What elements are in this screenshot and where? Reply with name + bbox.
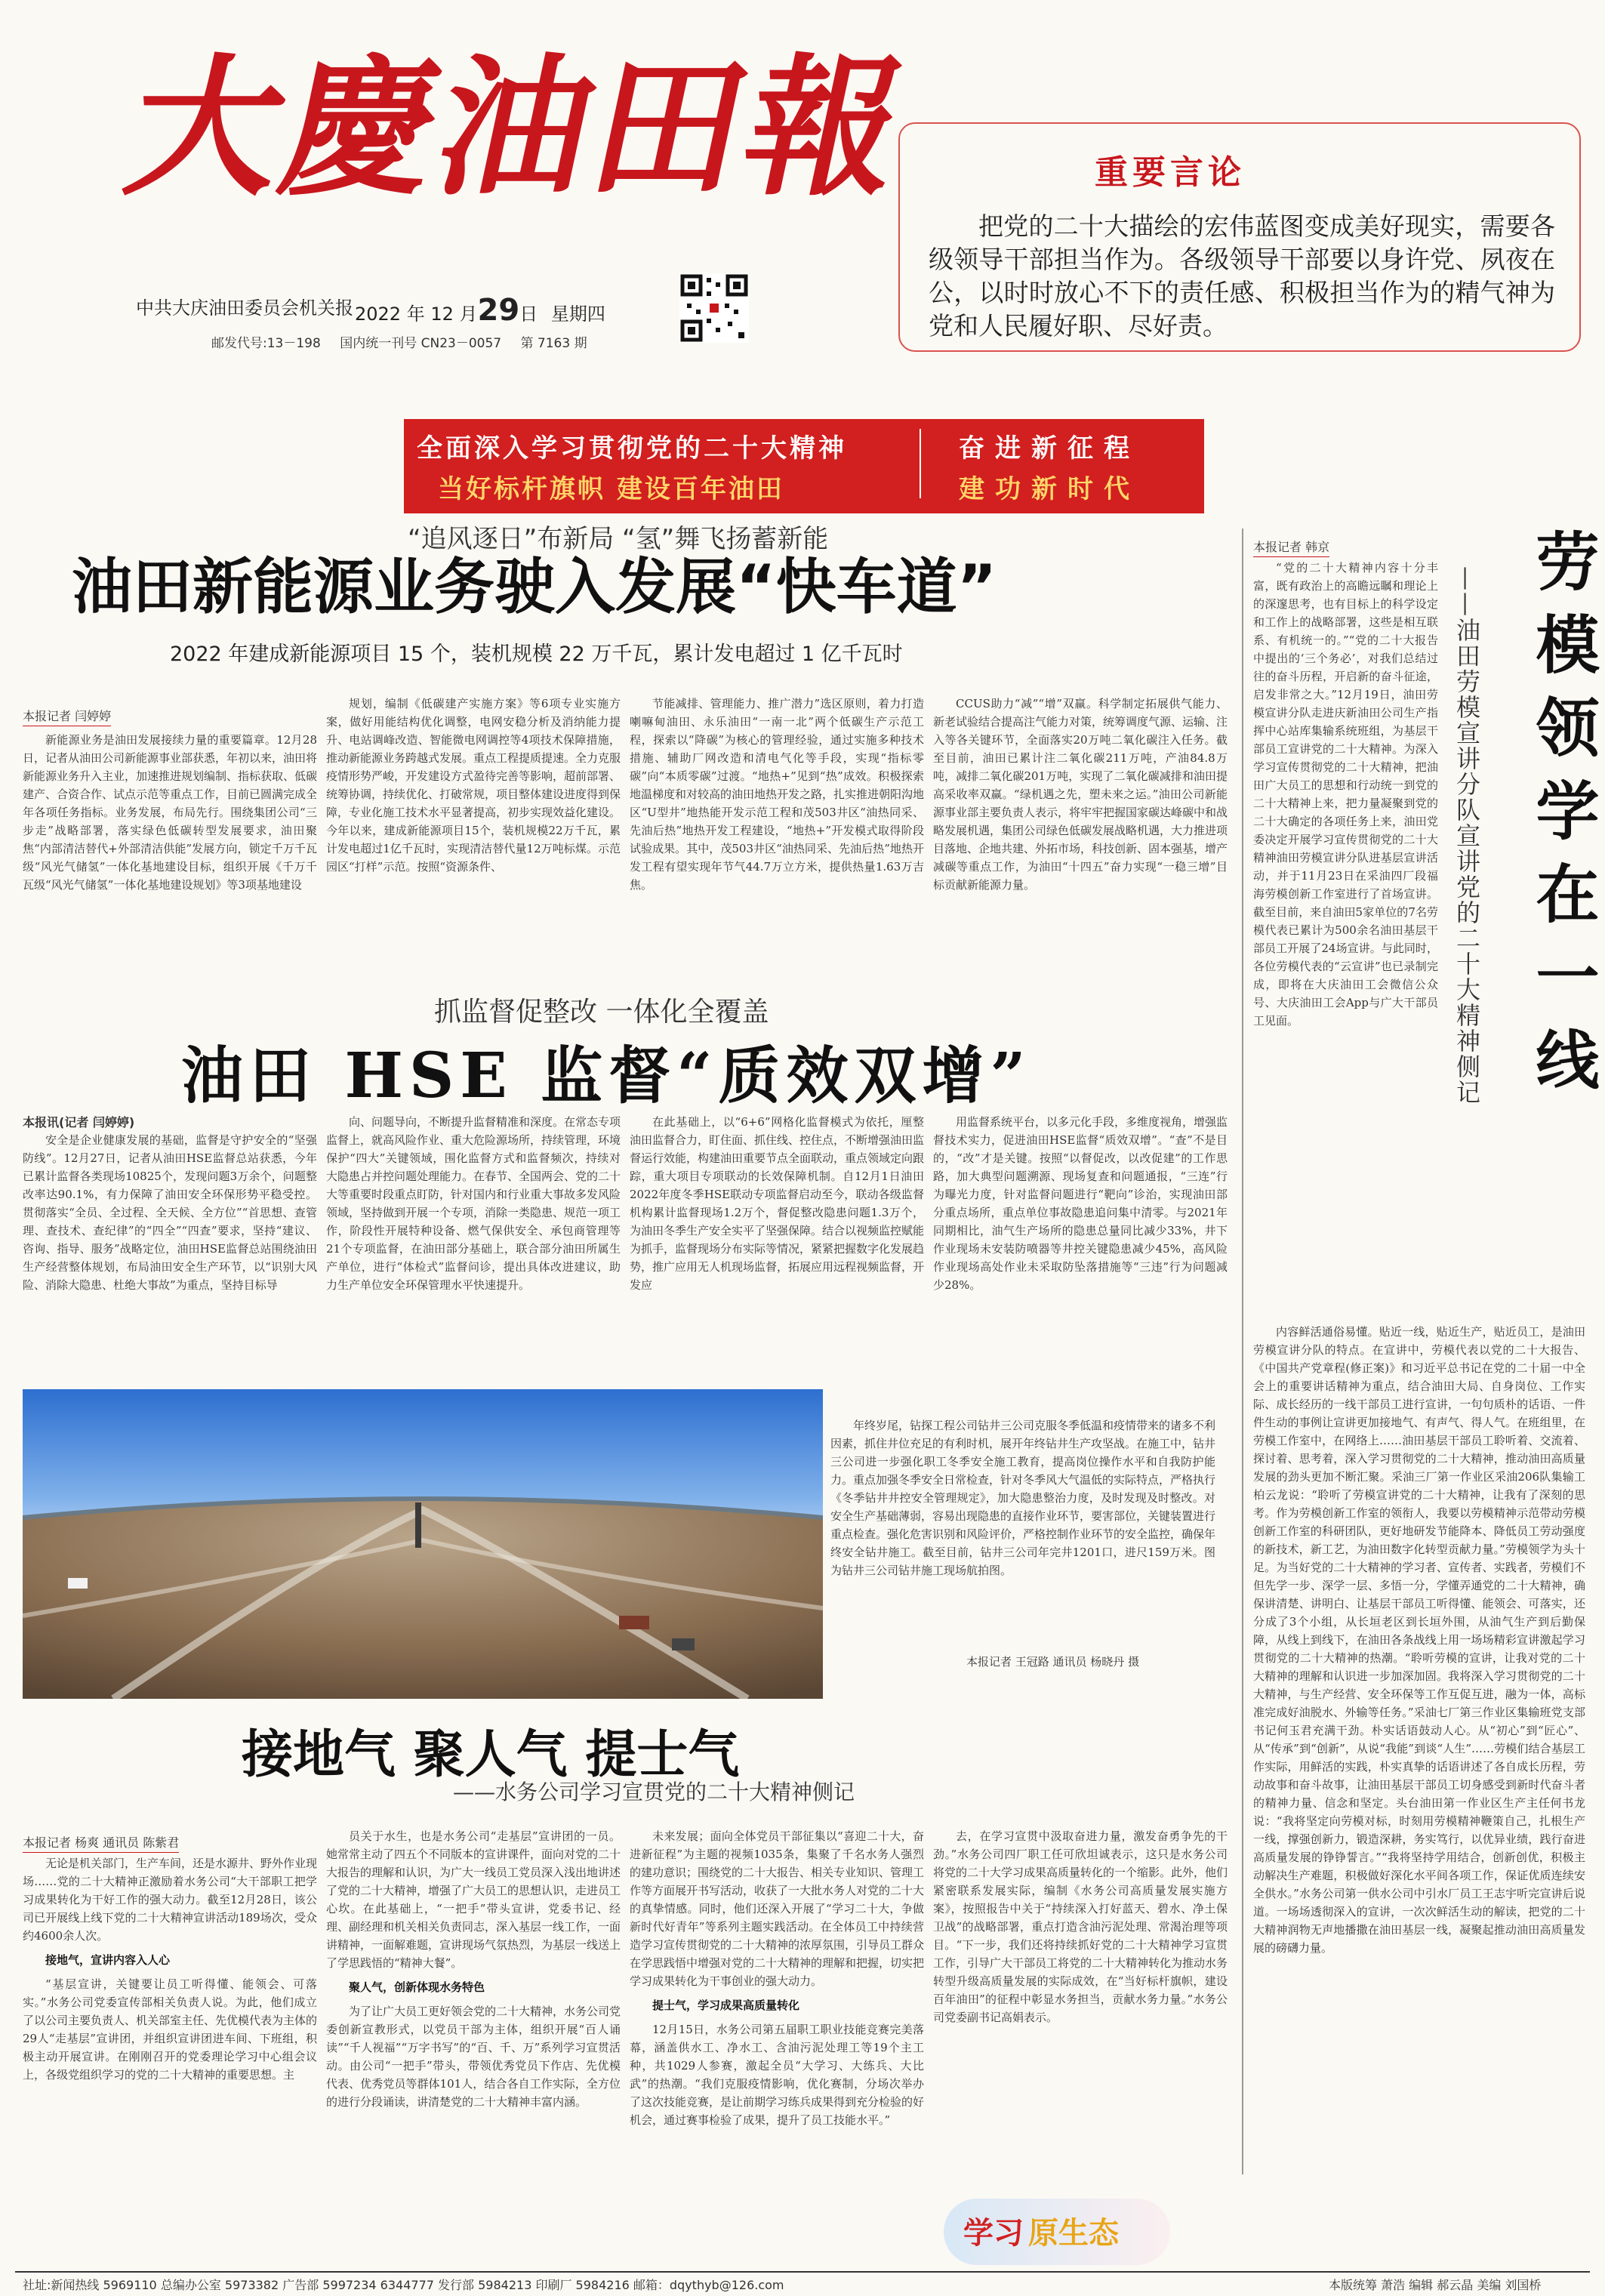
aerial-photo	[23, 1389, 823, 1699]
story3-col1	[23, 1854, 317, 2277]
banner-left-line1: 全面深入学习贯彻党的二十大精神	[417, 433, 847, 464]
story1-col1-text: 新能源业务是油田发展接续力量的重要篇章。12月28日，记者从油田公司新能源事业部获悉，年初以来，油田将新能源业务升入主业，加速推进规划编制、指标获取、低碳建产、合资合作、试点示范等重点工作，目前已圆满完成全年各项任务指标。业务发展，布局先行。围绕集团公司“三步走”战略部署，落实绿色低碳转型发展要求，油田聚焦“内部清洁替代+外部清洁供能”发展方向，锁定千万千瓦级“风光气储氢”一体化基地建设目标，组织开展《千万千瓦级“风光气储氢”一体化基地建设规划》等3项基地建设	[23, 733, 317, 892]
story3-col3	[630, 1827, 924, 2277]
banner-divider	[920, 429, 921, 498]
story2-col2	[326, 1113, 621, 1380]
masthead-date	[355, 293, 605, 328]
editorial-title: 重要言论	[1095, 153, 1246, 192]
story1-subhead: 2022 年建成新能源项目 15 个，装机规模 22 万千瓦，累计发电超过 1 亿千瓦时	[170, 643, 903, 666]
story2-col4	[933, 1113, 1228, 1380]
postal-code: 邮发代号:13－198	[211, 336, 321, 351]
photo-caption: 年终岁尾，钻探工程公司钻井三公司克服冬季低温和疫情带来的诸多不利因素，抓住井位充足的有利时机，展开年终钻井生产攻坚战。在施工中，钻井三公司进一步强化职工冬季安全施工教育，提高岗位操作水平和自我防护能力。重点加强冬季安全日常检查，针对冬季风大气温低的实际特点，严格执行《冬季钻井井控安全管理规定》，加大隐患整治力度，及时发现及时整改。对安全生产基础薄弱，容易出现隐患的直接作业环节，要害部位，关键装置进行重点检查。强化危害识别和风险评价，严格控制作业环节的安全监控，确保年终安全钻井施工。截至目前，钻井三公司年完井1201口，进尺159万米。图为钻井三公司钻井施工现场航拍图。	[830, 1419, 1215, 1577]
story1-kicker: “追风逐日”布新局 “氢”舞飞扬蓄新能	[408, 524, 829, 554]
sidebar-subtitle: ——油田劳模宣讲分队宣讲党的二十大精神侧记	[1453, 566, 1481, 1105]
story2-headline: 油田 HSE 监督“质效双增”	[181, 1040, 1032, 1112]
story2-kicker: 抓监督促整改 一体化全覆盖	[434, 997, 769, 1028]
sidebar-divider	[1242, 529, 1243, 2174]
story1-headline: 油田新能源业务驶入发展“快车道”	[72, 552, 997, 622]
story3-col3-text: 未来发展；面向全体党员干部征集以“喜迎二十大，奋进新征程”为主题的视频1035条，集聚了千名水务人强烈的建功意识；围绕党的二十大报告、相关专业知识、管理工作等方面展开书写活动，收获了一大批水务人对党的二十大的真挚情感。同时，他们还深入开展了“学习二十大，争做新时代好青年”等系列主题实践活动。在全体员工中持续营造学习宣传贯彻党的二十大精神的浓厚氛围，引导员工群众在学思践悟中增强对党的二十大精神的理解和把握，切实把学习成果转化为干事创业的强大动力。	[630, 1829, 924, 1988]
story3-col2-text: 员关于水生，也是水务公司“走基层”宣讲团的一员。她常常主动了四五个不同版本的宣讲课件，面向对党的二十大报告的理解和认识，为广大一线员工党员深入浅出地讲述了党的二十大精神，增强了广大员工的思想认识，走进员工心坎。在此基础上，“一把手”带头宣讲，党委书记、经理、副经理和机关相关负责同志，深入基层一线工作，一面讲精神，一面解难题，宣讲现场气氛热烈，为基层一线送上了学思践悟的“精神大餐”。	[326, 1829, 621, 1970]
story3-col4	[933, 1827, 1228, 2190]
study-logo	[944, 2199, 1170, 2265]
story2-byline: 本报讯(记者 闫婷婷)	[23, 1115, 135, 1130]
issue-number: 第 7163 期	[520, 336, 587, 351]
date-year-month: 2022 年 12 月	[355, 304, 478, 325]
sidebar-title: 劳模领学在一线	[1526, 529, 1600, 1110]
footer-contacts: 社址:新闻热线 5969110 总编办公室 5973382 广告部 5997234 6344777 发行部 5984213 印刷厂 5984216 邮箱：dqythyb@126.com	[23, 2278, 784, 2292]
story2-col1	[23, 1131, 317, 1380]
story3-headline: 接地气 聚人气 提士气	[242, 1724, 740, 1785]
masthead-logo: 大慶油田報	[113, 39, 922, 217]
story1-col2-text: 规划，编制《低碳建产实施方案》等6项专业实施方案，做好用能结构优化调整，电网安稳分析及消纳能力提升、电站调峰改造、智能微电网调控等4项技术保障措施，推动新能源业务跨越式发展。重点工程提质提速。全力克服疫情形势严峻，开发建设方式盈待完善等影响，超前部署、统筹协调，持续优化、打破常规，项目整体建设进度得到保障，专业化施工技术水平显著提高，初步实现效益化建设。今年以来，建成新能源项目15个，装机规模22万千瓦，累计发电超过1亿千瓦时，实现清洁替代量12万吨标煤。示范园区“打样”示范。按照“资源条件、	[326, 697, 621, 874]
footer-editors: 本版统筹 萧浩 编辑 郝云晶 美编 刘国桥	[1329, 2278, 1542, 2292]
story2-col3-text: 在此基础上，以“6+6”网格化监督模式为依托，厘整油田监督合力，盯住面、抓住线、控住点，不断增强油田监督运行效能，构建油田重要节点全面联动，重点领域定向跟踪，重大项目专项联动的长效保障机制。自12月1日油田2022年度冬季HSE联动专项监督启动至今，联动各级监督机构累计监督现场1.2万个，督促整改隐患问题1.3万个，为油田冬季生产安全实平了坚强保障。结合以视频监控赋能为抓手，监督现场分布实际等情况，紧紧把握数字化发展趋势，推广应用无人机现场监督，拓展应用远程视频监督，开发应	[630, 1115, 924, 1292]
story1-col3	[630, 695, 924, 995]
banner-right-line2: 建功新时代	[959, 474, 1140, 504]
sidebar-text-bottom-content: 内容鲜活通俗易懂。贴近一线，贴近生产，贴近员工，是油田劳模宣讲分队的特点。在宣讲中，劳模代表以党的二十大报告、《中国共产党章程(修正案)》和习近平总书记在党的二十届一中全会上的重要讲话精神为重点，结合油田大局、自身岗位、工作实际、成长经历的一线干部员工进行宣讲，一句句质朴的话语、一件件生动的事例让宣讲更加接地气、有声气、得人气。在班组里，在劳模工作室中，在网络上……油田基层干部员工聆听着、交流着、探讨着、思考着，深入学习贯彻党的二十大精神，推动油田高质量发展的劲头更加不断汇聚。采油三厂第一作业区采油206队集输工柏云龙说：“聆听了劳模宣讲党的二十大精神，让我有了深刻的思考。作为劳模创新工作室的领衔人，我要以劳模精神示范带动劳模创新工作室的科研团队，更好地研发节能降本、降低员工劳动强度的新技术，新工艺，为油田数字化转型贡献力量。”劳模领学为头十足。为当好党的二十大精神的学习者、宣传者、实践者，劳模们不但先学一步、深学一层、多悟一分，学懂弄通党的二十大精神，确保讲清楚、讲明白、让基层干部员工听得懂、能领会、可落实，还分成了3个小组，从长垣老区到长垣外围，从油气生产到后勤保障，从线上到线下，在油田各条战线上用一场场精彩宣讲激起学习贯彻党的二十大精神的热潮。“聆听劳模的宣讲，让我对党的二十大精神的理解和认识进一步加深加固。我将深入学习贯彻党的二十大精神，与生产经营、安全环保等工作互促互进，融为一体，高标准完成好油脱水、外输等任务。”采油七厂第三作业区集输班党支部书记何玉君充满干劲。朴实话语鼓动人心。从“初心”到“匠心”、从“传承”到“创新”，从说“我能”到谈“人生”……劳模们结合基层工作实际，用鲜活的实践，朴实真挚的话语讲述了各自成长历程，劳动故事和奋斗故事，让油田基层干部员工切身感受到新时代奋斗者的精神力量、信念和坚定。头台油田第一作业区生产主任何书龙说：“我将坚定向劳模对标，时刻用劳模精神鞭策自己，扎根生产一线，撑强创新力，锻造深耕，务实笃行，以优异业绩，践行奋进高质量发展的铮铮誓言。”“我将坚持学用结合，创新创优，积极主动解决生产难题，积极做好深化水平间各项工作，保证优质连续安全供水。”水务公司第一供水公司中引水厂员工王志宇听完宣讲后说道。一场场透彻深入的宣讲，一次次鲜活生动的解读，把党的二十大精神润物无声地播撒在油田基层一线，凝聚起推动油田高质量发展的磅礴力量。	[1253, 1325, 1585, 1955]
story3-col3-body: 12月15日，水务公司第五届职工职业技能竞赛完美落幕，涵盖供水工、净水工、含油污泥处理工等19个主工种，共1029人参赛，激起全员“大学习、大练兵、大比武”的热潮。“我们克服疫情影响，优化赛制，分场次举办了这次技能竞赛，是让前期学习练兵成果得到充分检验的好机会，通过赛事检验了成果，提升了员工技能水平。”	[630, 2023, 924, 2127]
footer-rule	[15, 2271, 1590, 2273]
story1-byline: 本报记者 闫婷婷	[23, 707, 111, 726]
qr-code-icon	[679, 273, 749, 343]
editorial-text: 把党的二十大描绘的宏伟蓝图变成美好现实，需要各级领导干部担当作为。各级领导干部要以身许党、夙夜在公，以时时放心不下的责任感、积极担当作为的精气神为党和人民履好职、尽好责。	[929, 211, 1555, 341]
study-logo-yellow: 原生态	[1028, 2216, 1119, 2251]
cn-number: 国内统一刊号 CN23－0057	[340, 336, 502, 351]
story3-col2-heading: 聚人气，创新体现水务特色	[349, 1980, 485, 1994]
sidebar-text-top-content: “党的二十大精神内容十分丰富，既有政治上的高瞻远瞩和理论上的深邃思考，也有目标上的科学设定和工作上的战略部署，这些是相互联系、有机统一的。”“党的二十大报告中提出的‘三个务必’，对我们总结过往的奋斗历程，开启新的奋斗征途，启发非常之大。”12月19日，油田劳模宣讲分队走进庆新油田公司生产指挥中心站库集输系统班组，为基层干部员工宣讲党的二十大精神。为深入学习宣传贯彻党的二十大精神，把油田广大员工的思想和行动统一到党的二十大精神上来，把力量凝聚到党的二十大确定的各项任务上来，油田党委决定开展学习宣传贯彻党的二十大精神油田劳模宣讲分队进基层宣讲活动，并于11月23日在采油四厂段福海劳模创新工作室进行了首场宣讲。截至目前，来自油田5家单位的7名劳模代表已累计为500余名油田基层干部员工开展了24场宣讲。与此同时，各位劳模代表的“云宣讲”也已录制完成，即将在大庆油田工会微信公众号、大庆油田工会App与广大干部员工见面。	[1253, 561, 1438, 1028]
banner-right-line1: 奋进新征程	[959, 433, 1140, 464]
banner-left-line2: 当好标杆旗帜 建设百年油田	[438, 474, 784, 504]
story1-col4	[933, 695, 1228, 995]
story2-col3	[630, 1113, 924, 1380]
date-day: 29	[477, 293, 520, 328]
study-logo-red: 学习	[963, 2216, 1024, 2251]
story3-col3-heading: 提士气，学习成果高质量转化	[652, 1999, 800, 2012]
story3-col2-body: 为了让广大员工更好领会党的二十大精神，水务公司党委创新宣教形式，以党员干部为主体，组织开展“百人诵读”“千人视福”“万字书写”的“百、千、万”系列学习宣贯活动。由公司“一把手”带头，带领优秀党员下作店、先优模代表、优秀党员等群体101人，结合各自工作实际，全方位的进行分段诵读，讲清楚党的二十大精神丰富内涵。	[326, 2005, 621, 2109]
story1-col3-text: 节能减排、管理能力、推广潜力”选区原则，着力打造喇嘛甸油田、永乐油田“一南一北”两个低碳生产示范工程，探索以“降碳”为核心的管理经验，通过实施多种技术措施、辅助厂网改造和清电气化等手段，实现“指标零碳”向“本质零碳”过渡。“地热+”见到“热”成效。积极探索地温梯度和对较高的油田地热开发之路，扎实推进朝阳沟地区“U型井”地热能开发示范工程和茂503井区“油热同采、先油后热”地热开发工程建设，“地热+”开发模式取得阶段试验成果。其中，茂503井区“油热同采、先油后热”地热开发工程有望实现年节气44.7万立方米，提供热量1.63万吉焦。	[630, 697, 924, 892]
story3-col1-intro: 无论是机关部门，生产车间，还是水源井、野外作业现场……党的二十大精神正激励着水务公司“大干部职工把学习成果转化为干好工作的强大动力。截至12月28日，该公司已开展线上线下党的二十大精神宣讲活动189场次，受众约4600余人次。	[23, 1857, 317, 1943]
masthead-organizer: 中共大庆油田委员会机关报	[136, 297, 353, 319]
sidebar-text-top	[1253, 559, 1438, 1314]
story3-col1-body: “基层宣讲，关键要让员工听得懂、能领会、可落实。”水务公司党委宣传部相关负责人说。为此，他们成立了以公司主要负责人、机关部室主任、先优模代表为主体的29人“走基层”宣讲团，并组织宣讲团进车间、下班组，积极主动开展宣讲。在刚刚召开的党委理论学习中心组会议上，各级党组织学习的党的二十大精神的重要思想。主	[23, 1977, 317, 2082]
story3-byline: 本报记者 杨爽 通讯员 陈紫君	[23, 1833, 179, 1853]
sidebar-byline: 本报记者 韩京	[1253, 538, 1329, 557]
weekday: 星期四	[550, 304, 605, 325]
story2-col4-text: 用监督系统平台，以多元化手段，多维度视角，增强监督技术实力，促进油田HSE监督“质效双增”。“查”不是目的，“改”才是关键。按照“以督促改，以改促建”的工作思路，加大典型问题溯源、现场复查和问题通报，“三连”行为曝光力度，针对监督问题进行“靶向”诊治，实现油田部分重点场所，重点单位事故隐患追问集中清零。与2021年同期相比，油气生产场所的隐患总量同比减少33%，井下作业现场未安装防喷器等井控关键隐患减少45%，高风险作业现场高处作业未采取防坠落措施等“三违”行为问题减少28%。	[933, 1115, 1228, 1292]
story2-col2-text: 向、问题导向，不断提升监督精准和深度。在常态专项监督上，就高风险作业、重大危险源场所，持续管理，环境保护“四大”关键领域，围化监督方式和监督频次，持续对大隐患占并控问题处理能力。在春节、全国两会、党的二十大等重要时段重点盯防，针对国内和行业重大事故多发风险领域，坚持做到开展一个专项，消除一类隐患、规范一项工作，阶段性开展特种设备、燃气保供安全、承包商管理等21个专项监督，在油田部分基础上，联合部分油田所属生产单位，进行“体检式”监督问诊，提出具体改进建议，助力生产单位安全环保管理水平快速提升。	[326, 1115, 621, 1292]
story1-col2	[326, 695, 621, 995]
photo-credit: 本报记者 王冠路 通讯员 杨晓丹 摄	[966, 1655, 1140, 1669]
story1-col4-text: CCUS助力“减”“增”双赢。科学制定拓展供气能力、新老试验结合提高注气能力对策，统筹调度气源、运输、注入等各关键环节，全面落实20万吨二氧化碳注入任务。截至目前，油田已累计注二氧化碳211万吨，产油84.8万吨，减排二氧化碳201万吨，实现了二氧化碳减排和油田提高采收率双赢。“绿机遇之先，塑未来之运。”油田公司新能源事业部主要负责人表示，将牢牢把握国家碳达峰碳中和战略发展机遇，集团公司绿色低碳发展战略机遇，大力推进项目落地、企地共建、外拓市场，科技创新、固本强基，增产减碳等重点工作，为油田“十四五”奋力实现“一稳三增”目标贡献新能源力量。	[933, 697, 1228, 892]
sidebar-text-bottom	[1253, 1323, 1585, 2259]
story3-subtitle: ——水务公司学习宣贯党的二十大精神侧记	[453, 1780, 855, 1804]
story2-col1-text: 安全是企业健康发展的基础，监督是守护安全的“坚强防线”。12月27日，记者从油田HSE监督总站获悉，今年已累计监督各类现场10825个，发现问题3万余个，问题整改率达90.1%，有力保障了油田安全环保形势平稳受控。贯彻落实“全员、全过程、全天候、全方位”“首思想、查管理、查技术、查纪律”的“四全”“四查”要求，坚持“建议、咨询、指导、服务”战略定位，油田HSE监督总站围绕油田生产经营整体规划，布局油田安全生产环节，以“识别大风险、消除大隐患、杜绝大事故”为重点，坚持目标导	[23, 1133, 317, 1292]
story3-col1-heading: 接地气，宣讲内容入人心	[45, 1953, 171, 1967]
story3-col4-text: 去，在学习宣贯中汲取奋进力量，激发奋勇争先的干劲。”水务公司四厂职工任可欣坦诚表示，这只是水务公司将党的二十大学习成果高质量转化的一个缩影。此外，他们紧密联系发展实际，编制《水务公司高质量发展实施方案》，按照报告中关于“持续深入打好蓝天、碧水、净土保卫战”的战略部署，重点打造含油污泥处理、常渴治理等项目。“下一步，我们还将持续抓好党的二十大精神学习宣贯工作，引导广大干部员工将党的二十大精神转化为推动水务转型升级高质量发展的实际成效，在“当好标杆旗帜，建设百年油田”的征程中彰显水务担当，贡献水务力量。”水务公司党委副书记高娟表示。	[933, 1829, 1228, 2024]
story1-col1	[23, 731, 317, 995]
story3-col2	[326, 1827, 621, 2277]
date-suffix: 日	[519, 304, 538, 325]
masthead-registration	[211, 332, 587, 351]
